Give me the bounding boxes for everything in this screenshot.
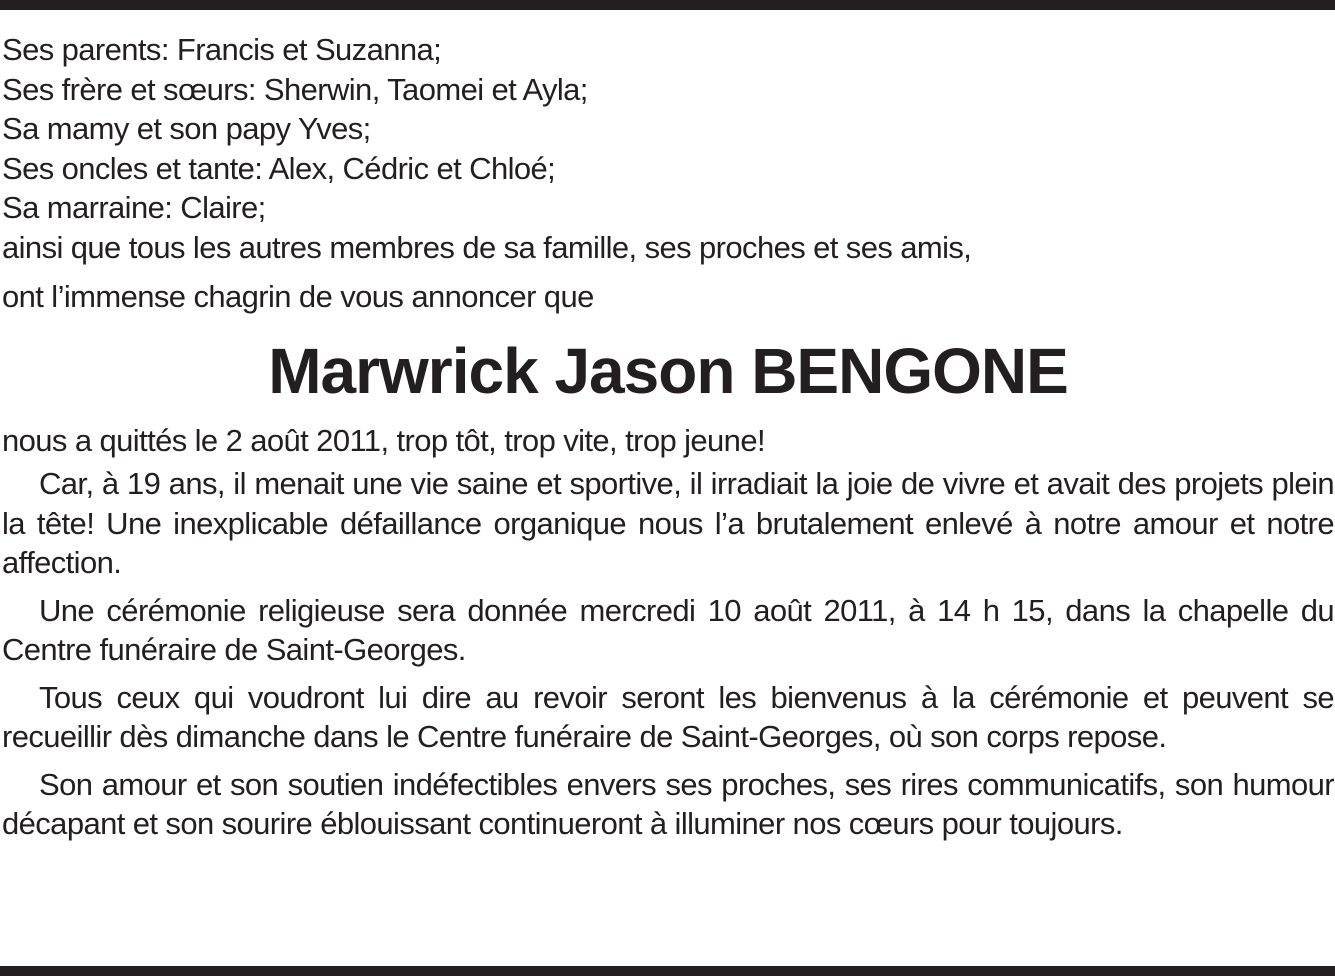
family-line-parents: Ses parents: Francis et Suzanna; — [2, 32, 442, 67]
family-list — [2, 30, 1334, 267]
family-line-grandparents: Sa mamy et son papy Yves; — [2, 111, 371, 146]
bottom-border-rule — [0, 966, 1335, 976]
family-line-godmother: Sa marraine: Claire; — [2, 190, 266, 225]
obituary-notice — [2, 30, 1334, 844]
announcement-intro: ont l’immense chagrin de vous annoncer que — [2, 279, 594, 314]
paragraph-visitation: Tous ceux qui voudront lui dire au revoir seront les bienvenus à la cérémonie et peuvent se recueillir dès dimanche dans le Centre funéraire de Saint-Georges, où son corps repose. — [2, 679, 1334, 754]
top-border-rule — [0, 0, 1335, 10]
paragraph-tribute: Son amour et son soutien indéfectibles envers ses proches, ses rires communicatifs, son humour décapant et son sourire éblouissant continueront à illuminer nos cœurs pour toujours. — [2, 766, 1334, 841]
paragraph-life: Car, à 19 ans, il menait une vie saine et sportive, il irradiait la joie de vivre et avait des projets plein la tête! Une inexplicable défaillance organique nous l’a brutalement enlevé à notre amour et notre affection. — [2, 466, 1334, 580]
family-line-uncles-aunt: Ses oncles et tante: Alex, Cédric et Chloé; — [2, 150, 556, 186]
family-line-others: ainsi que tous les autres membres de sa famille, ses proches et ses amis, — [2, 229, 972, 265]
passing-statement: nous a quittés le 2 août 2011, trop tôt, trop vite, trop jeune! — [2, 422, 765, 458]
paragraph-ceremony: Une cérémonie religieuse sera donnée mercredi 10 août 2011, à 14 h 15, dans la chapelle du Centre funéraire de Saint-Georges. — [2, 592, 1334, 667]
family-line-siblings: Ses frère et sœurs: Sherwin, Taomei et Ayla; — [2, 71, 588, 107]
deceased-name: Marwrick Jason BENGONE — [268, 334, 1068, 407]
